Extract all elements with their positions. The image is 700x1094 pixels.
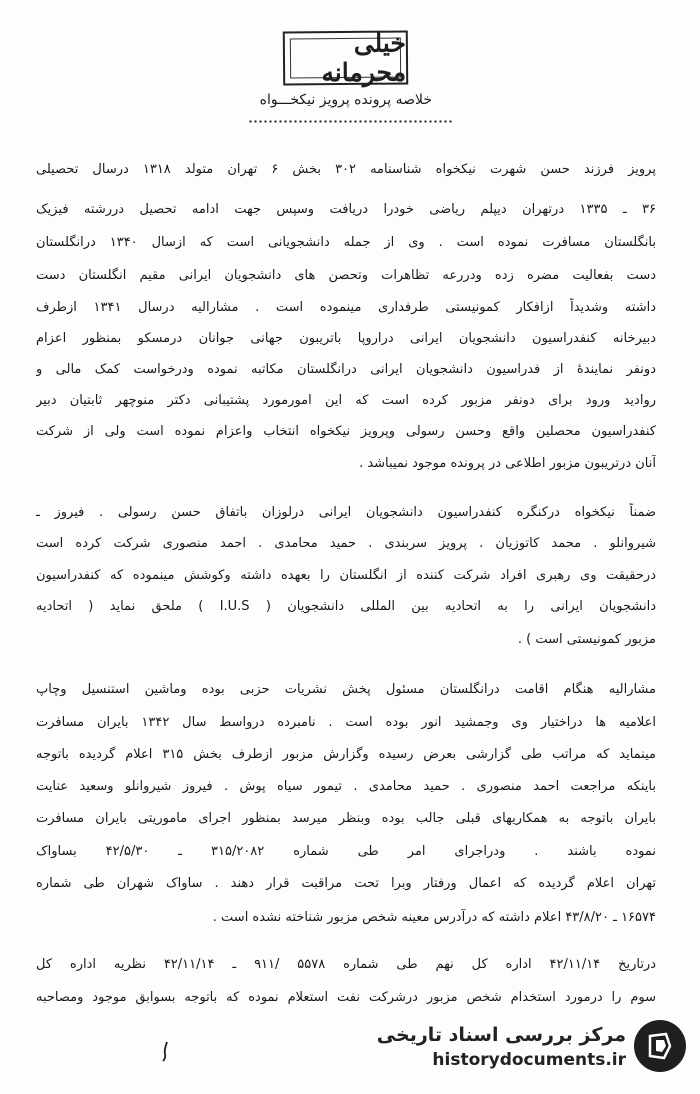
body-line: کنفدراسیون محصلین واقع وحسن رسولی وپرویز نیکخواه انتخاب واعزام نموده است ولی از شرکت (36, 424, 656, 439)
body-line: درحقیقت وی رهبری افراد شرکت کننده از انگلستان را بعهده داشته وکوشش مینموده که کنفدراسیون (36, 568, 656, 583)
body-line: سوم را درمورد استخدام شخص مزبور درشرکت نفت استعلام نموده که باتوجه بسوابق موجود ومصاحبه (36, 990, 656, 1005)
body-line: اعلامیه ها دراختیار وی وجمشید انور بوده است . نامبرده درواسط سال ۱۳۴۲ بایران مسافرت (36, 715, 656, 730)
body-line: درتاریخ ۴۲/۱۱/۱۴ اداره کل نهم طی شماره ۵۵۷۸ /۹۱۱ ـ ۴۲/۱۱/۱۴ نظریه اداره کل (36, 957, 656, 972)
archive-watermark-url: historydocuments.ir (432, 1050, 626, 1070)
body-line: پرویز فرزند حسن شهرت نیکخواه شناسنامه ۳۰۲ بخش ۶ تهران متولد ۱۳۱۸ درسال تحصیلی (36, 162, 656, 177)
archive-watermark-title: مرکز بررسی اسناد تاریخی (376, 1024, 626, 1046)
body-line: باینکه مراجعت احمد منصوری . حمید محامدی . تیمور سیاه پوش . فیروز شیروانلو وسعید عنایت (36, 779, 656, 794)
stamp-text: خیلی محرمانه (321, 28, 407, 88)
body-line: آنان درتریبون مزبور اطلاعی در پرونده موجود نمیباشد . (359, 456, 656, 471)
body-line: داشته وشدیداً ازافکار کمونیستی طرفداری مینموده است . مشارالیه درسال ۱۳۴۱ ازطرف (36, 300, 656, 315)
body-line: دانشجویان ایرانی را به اتحادیه بین المللی دانشجویان ( I.U.S ) ملحق نماید ( اتحادیه (36, 599, 656, 614)
body-line: بانگلستان مسافرت نموده است . وی از جمله دانشجویانی است که ازسال ۱۳۴۰ درانگلستان (36, 235, 656, 250)
handwritten-mark (158, 1040, 172, 1062)
body-line: روادید ورود برای دونفر مزبور کرده است که این امورمورد پشتیبانی دکتر منوچهر ثابتیان دبیر (36, 393, 656, 408)
body-line: ضمناً نیکخواه درکنگره کنفدراسیون دانشجویان ایرانی درلوزان باتفاق حسن رسولی . فیروز ـ (36, 505, 656, 520)
document-title: خلاصه پرونده پرویز نیکخـــواه (259, 92, 432, 108)
body-line: ۳۶ ـ ۱۳۳۵ درتهران دیپلم ریاضی خودرا دریافت وسپس جهت ادامه تحصیل دررشته فیزیک (36, 202, 656, 217)
body-line: ۱۶۵۷۴ ـ ۴۳/۸/۲۰ اعلام داشته که درآدرس معینه شخص مزبور شناخته نشده است . (212, 910, 656, 925)
body-line: دبیرخانه کنفدراسیون دانشجویان ایرانی دراروپا باتریبون جهانی جوانان درمسکو بمنظور اعزام (36, 331, 656, 346)
body-line: دونفر نمایندۀ از فدراسیون دانشجویان ایرانی درانگلستان مکاتبه نموده ودرخواست کمک مالی و (36, 362, 656, 377)
classification-stamp (283, 28, 408, 88)
body-line: نموده باشند . ودراجرای امر طی شماره ۳۱۵/۲۰۸۲ ـ ۴۲/۵/۳۰ بساواک (36, 844, 656, 859)
body-line: دست بفعالیت مضره زده ودررعه تظاهرات وتحصن های دانشجویان ایرانی مقیم انگلستان دست (36, 268, 656, 283)
title-dotted-underline (248, 120, 454, 123)
archive-emblem-icon (642, 1028, 678, 1064)
body-line: مزبور کمونیستی است ) . (517, 632, 656, 647)
body-line: بایران باتوجه به همکاریهای قبلی جالب بوده وبنظر میرسد بمنظور اجرای ماموریتی بایران مسافرت (36, 811, 656, 826)
archive-logo-icon (634, 1020, 686, 1072)
body-line: مشارالیه هنگام اقامت درانگلستان مسئول پخش نشریات حزبی بوده وماشین استنسیل وچاپ (36, 682, 656, 697)
body-line: تهران اعلام گردیده که اعمال ورفتار وبرا تحت مراقبت قرار دهند . ساواک شهران طی شماره (36, 876, 656, 891)
body-line: مینماید که مراتب طی گزارشی بعرض رسیده وگزارش مزبور ازطرف بخش ۳۱۵ اعلام گردیده باتوجه (36, 747, 656, 762)
body-line: شیروانلو . محمد کاتوزیان . پرویز سربندی . حمید محامدی . احمد منصوری شرکت کرده است (36, 536, 656, 551)
